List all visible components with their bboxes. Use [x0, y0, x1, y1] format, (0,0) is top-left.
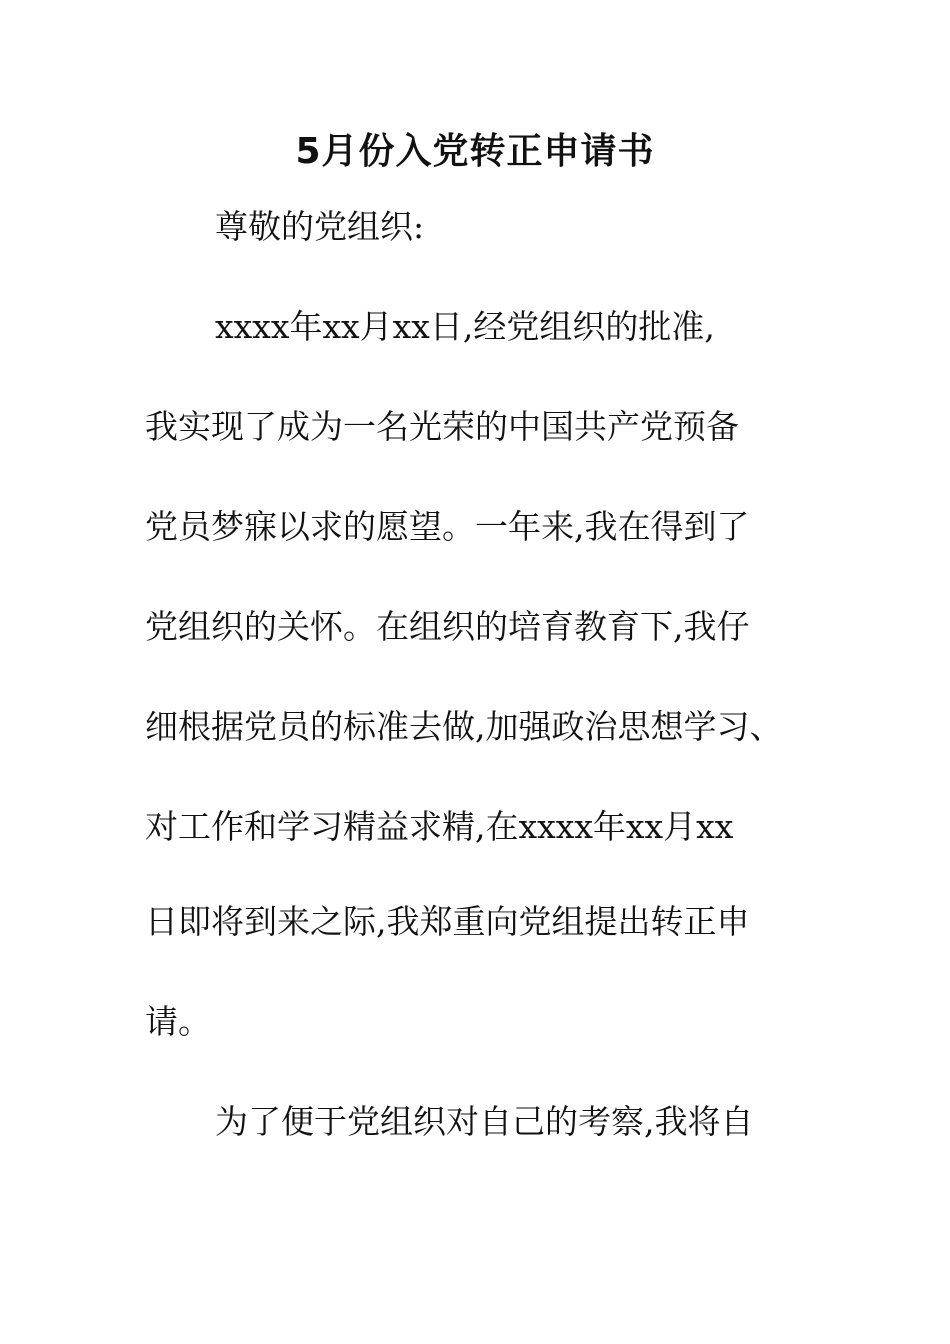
- document-title: 5月份入党转正申请书: [295, 131, 655, 172]
- paragraph-line: 党员梦寐以求的愿望。一年来,我在得到了: [145, 507, 750, 546]
- paragraph-line: 对工作和学习精益求精,在xxxx年xx月xx: [145, 807, 734, 846]
- paragraph-line: xxxx年xx月xx日,经党组织的批准,: [215, 307, 715, 346]
- paragraph-line: 我实现了成为一名光荣的中国共产党预备: [145, 407, 739, 446]
- paragraph-line: 为了便于党组织对自己的考察,我将自: [215, 1102, 754, 1141]
- paragraph-line: 党组织的关怀。在组织的培育教育下,我仔: [145, 607, 750, 646]
- paragraph-line: 日即将到来之际,我郑重向党组提出转正申: [145, 902, 750, 941]
- paragraph-line: 请。: [145, 1002, 211, 1041]
- paragraph-line: 细根据党员的标准去做,加强政治思想学习、: [145, 707, 783, 746]
- salutation: 尊敬的党组织:: [215, 207, 425, 246]
